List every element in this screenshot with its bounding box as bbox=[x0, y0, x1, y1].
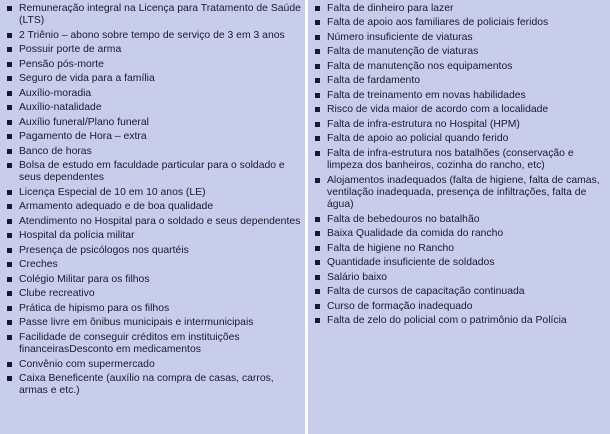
list-item bbox=[6, 245, 301, 257]
square-bullet-icon bbox=[7, 291, 12, 296]
list-item bbox=[314, 315, 606, 327]
list-item-text: Baixa Qualidade da comida do rancho bbox=[327, 228, 504, 240]
list-item bbox=[314, 3, 606, 15]
list-item-text: Auxílio funeral/Plano funeral bbox=[19, 116, 149, 128]
list-item bbox=[6, 332, 301, 357]
square-bullet-icon bbox=[7, 219, 12, 224]
list-item-text: Pensão pós-morte bbox=[19, 58, 104, 70]
square-bullet-icon bbox=[7, 6, 12, 11]
square-bullet-icon bbox=[7, 277, 12, 282]
square-bullet-icon bbox=[7, 362, 12, 367]
list-item-text: Falta de manutenção de viaturas bbox=[327, 46, 479, 58]
list-item-text: Falta de bebedouros no batalhão bbox=[327, 213, 480, 225]
list-item-text: Falta de infra-estrutura nos batalhões (conservação e limpeza dos banheiros, cozinha do rancho, etc) bbox=[327, 147, 574, 172]
list-item bbox=[6, 59, 301, 71]
square-bullet-icon bbox=[7, 376, 12, 381]
list-item-text: Possuir porte de arma bbox=[19, 44, 122, 56]
list-item bbox=[314, 228, 606, 240]
list-item bbox=[314, 257, 606, 269]
list-item bbox=[6, 274, 301, 286]
list-item-text: 2 Triênio – abono sobre tempo de serviço de 3 em 3 anos bbox=[19, 29, 285, 41]
square-bullet-icon bbox=[7, 306, 12, 311]
list-item-text: Remuneração integral na Licença para Tratamento de Saúde (LTS) bbox=[19, 3, 301, 27]
list-item-text: Quantidade insuficiente de soldados bbox=[327, 257, 495, 269]
square-bullet-icon bbox=[315, 122, 320, 127]
problems-column bbox=[308, 0, 610, 434]
list-item-text: Salário baixo bbox=[327, 271, 388, 283]
square-bullet-icon bbox=[7, 76, 12, 81]
list-item bbox=[6, 201, 301, 213]
list-item bbox=[314, 32, 606, 44]
square-bullet-icon bbox=[315, 136, 320, 141]
square-bullet-icon bbox=[7, 105, 12, 110]
list-item bbox=[6, 317, 301, 329]
list-item-text: Bolsa de estudo em faculdade particular para o soldado e seus dependentes bbox=[19, 160, 285, 184]
list-item-text: Banco de horas bbox=[19, 145, 92, 157]
square-bullet-icon bbox=[7, 163, 12, 168]
square-bullet-icon bbox=[7, 204, 12, 209]
list-item-text: Colégio Militar para os filhos bbox=[19, 273, 150, 285]
square-bullet-icon bbox=[7, 134, 12, 139]
list-item bbox=[314, 133, 606, 145]
list-item-text: Passe livre em ônibus municipais e intermunicipais bbox=[19, 317, 254, 329]
list-item-text: Creches bbox=[19, 259, 58, 271]
square-bullet-icon bbox=[315, 107, 320, 112]
list-item bbox=[314, 61, 606, 73]
list-item-text: Licença Especial de 10 em 10 anos (LE) bbox=[19, 186, 206, 198]
square-bullet-icon bbox=[315, 217, 320, 222]
list-item-text: Presença de psicólogos nos quartéis bbox=[19, 244, 189, 256]
square-bullet-icon bbox=[315, 20, 320, 25]
list-item-text: Caixa Beneficente (auxílio na compra de casas, carros, armas e etc.) bbox=[19, 373, 274, 397]
list-item-text: Falta de infra-estrutura no Hospital (HPM) bbox=[327, 118, 520, 130]
list-item bbox=[314, 286, 606, 298]
square-bullet-icon bbox=[315, 49, 320, 54]
list-item-text: Curso de formação inadequado bbox=[327, 300, 473, 312]
square-bullet-icon bbox=[315, 289, 320, 294]
square-bullet-icon bbox=[7, 33, 12, 38]
list-item bbox=[6, 373, 301, 398]
square-bullet-icon bbox=[315, 275, 320, 280]
list-item-text: Falta de apoio aos familiares de policiais feridos bbox=[327, 17, 549, 29]
list-item-text: Falta de apoio ao policial quando ferido bbox=[327, 133, 509, 145]
square-bullet-icon bbox=[7, 248, 12, 253]
list-item bbox=[6, 73, 301, 85]
square-bullet-icon bbox=[315, 6, 320, 11]
list-item bbox=[314, 90, 606, 102]
list-item-text: Clube recreativo bbox=[19, 288, 95, 300]
list-item-text: Falta de zelo do policial com o patrimônio da Polícia bbox=[327, 315, 567, 327]
list-item bbox=[6, 187, 301, 199]
list-item-text: Seguro de vida para a família bbox=[19, 73, 155, 85]
list-item bbox=[6, 288, 301, 300]
list-item bbox=[314, 175, 606, 212]
list-item bbox=[314, 119, 606, 131]
list-item-text: Falta de cursos de capacitação continuada bbox=[327, 286, 525, 298]
square-bullet-icon bbox=[7, 262, 12, 267]
square-bullet-icon bbox=[315, 178, 320, 183]
list-item-text: Facilidade de conseguir créditos em instituições financeirasDesconto em medicamentos bbox=[19, 331, 240, 356]
square-bullet-icon bbox=[315, 35, 320, 40]
square-bullet-icon bbox=[315, 151, 320, 156]
list-item-text: Prática de hipismo para os filhos bbox=[19, 302, 170, 314]
list-item-text: Atendimento no Hospital para o soldado e seus dependentes bbox=[19, 215, 301, 227]
square-bullet-icon bbox=[315, 93, 320, 98]
list-item bbox=[314, 75, 606, 87]
benefits-list bbox=[6, 3, 301, 398]
list-item-text: Número insuficiente de viaturas bbox=[327, 31, 473, 43]
list-item bbox=[6, 259, 301, 271]
square-bullet-icon bbox=[315, 231, 320, 236]
square-bullet-icon bbox=[315, 304, 320, 309]
problems-list bbox=[314, 3, 606, 327]
list-item bbox=[314, 46, 606, 58]
list-item-text: Alojamentos inadequados (falta de higiene, falta de camas, ventilação inadequada, presença de infiltrações, falta de água) bbox=[327, 174, 600, 211]
square-bullet-icon bbox=[315, 64, 320, 69]
list-item-text: Convênio com supermercado bbox=[19, 358, 155, 370]
list-item bbox=[6, 131, 301, 143]
list-item bbox=[314, 148, 606, 173]
square-bullet-icon bbox=[7, 91, 12, 96]
square-bullet-icon bbox=[7, 149, 12, 154]
list-item-text: Hospital da polícia militar bbox=[19, 230, 135, 242]
square-bullet-icon bbox=[7, 233, 12, 238]
list-item bbox=[314, 243, 606, 255]
list-item bbox=[6, 102, 301, 114]
list-item-text: Auxílio-natalidade bbox=[19, 102, 102, 114]
square-bullet-icon bbox=[315, 246, 320, 251]
list-item bbox=[6, 30, 301, 42]
list-item-text: Falta de higiene no Rancho bbox=[327, 242, 455, 254]
list-item bbox=[6, 303, 301, 315]
square-bullet-icon bbox=[7, 47, 12, 52]
list-item-text: Falta de treinamento em novas habilidades bbox=[327, 89, 526, 101]
square-bullet-icon bbox=[7, 335, 12, 340]
square-bullet-icon bbox=[7, 320, 12, 325]
list-item bbox=[6, 3, 301, 28]
list-item-text: Falta de fardamento bbox=[327, 75, 420, 87]
list-item bbox=[314, 104, 606, 116]
list-item-text: Falta de dinheiro para lazer bbox=[327, 3, 454, 14]
list-item bbox=[314, 272, 606, 284]
square-bullet-icon bbox=[7, 120, 12, 125]
list-item-text: Falta de manutenção nos equipamentos bbox=[327, 60, 513, 72]
list-item bbox=[314, 301, 606, 313]
list-item bbox=[6, 44, 301, 56]
square-bullet-icon bbox=[315, 260, 320, 265]
list-item bbox=[6, 359, 301, 371]
list-item bbox=[6, 88, 301, 100]
square-bullet-icon bbox=[315, 318, 320, 323]
list-item bbox=[6, 160, 301, 185]
list-item-text: Risco de vida maior de acordo com a localidade bbox=[327, 104, 549, 116]
list-item bbox=[6, 216, 301, 228]
list-item-text: Armamento adequado e de boa qualidade bbox=[19, 201, 214, 213]
list-item bbox=[314, 214, 606, 226]
list-item bbox=[6, 117, 301, 129]
list-item bbox=[6, 230, 301, 242]
list-item bbox=[6, 146, 301, 158]
list-item bbox=[314, 17, 606, 29]
square-bullet-icon bbox=[7, 62, 12, 67]
square-bullet-icon bbox=[315, 78, 320, 83]
square-bullet-icon bbox=[7, 190, 12, 195]
list-item-text: Pagamento de Hora – extra bbox=[19, 131, 147, 143]
list-item-text: Auxílio-moradia bbox=[19, 87, 92, 99]
